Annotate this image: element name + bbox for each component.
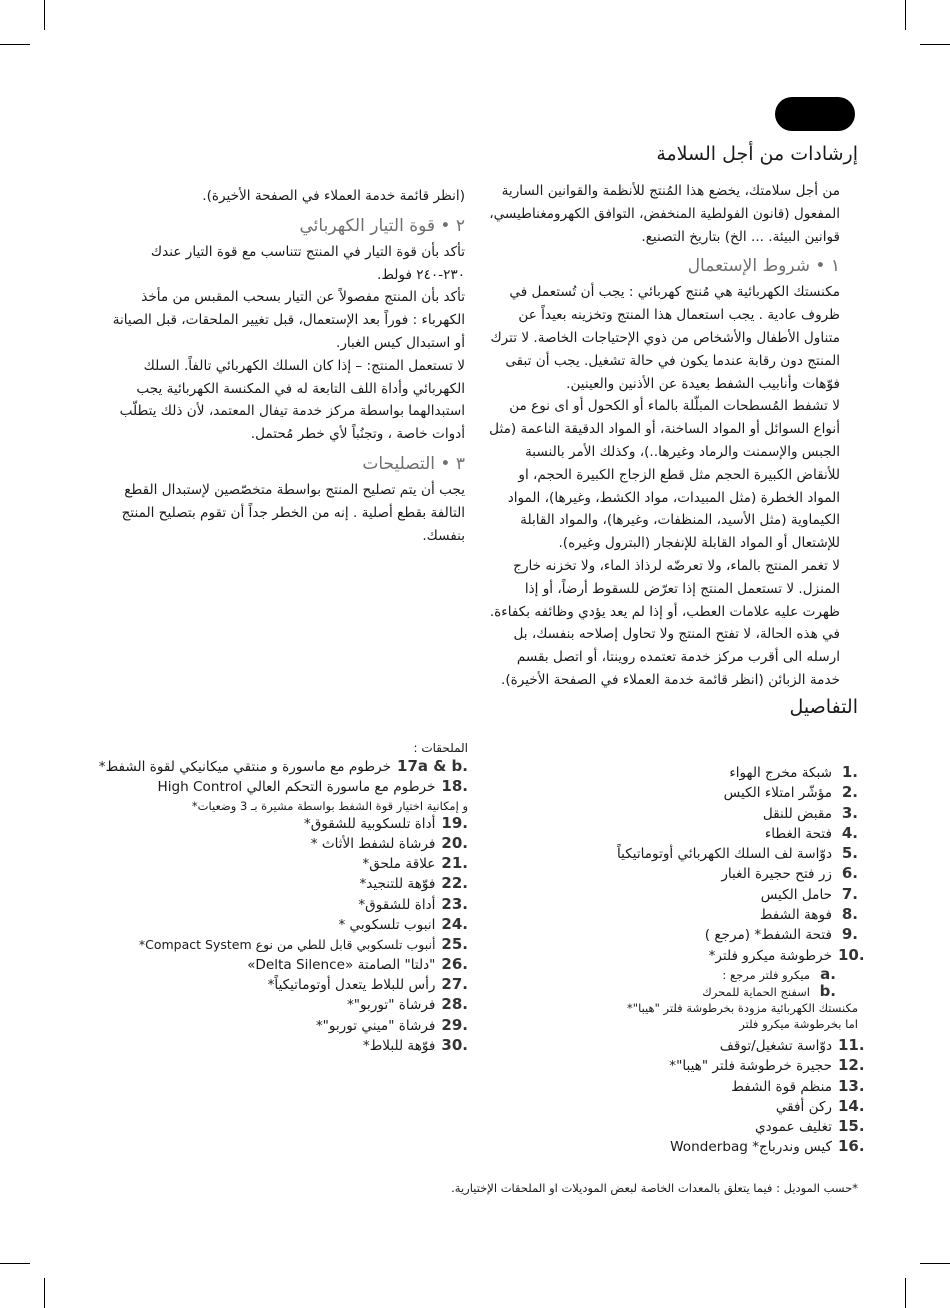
list-item — [88, 757, 468, 777]
item-number: 12. — [838, 1056, 865, 1075]
accessories-heading: الملحقات : — [413, 741, 468, 755]
item-number: 6. — [841, 864, 858, 883]
list-subitem — [498, 966, 858, 983]
list-item — [88, 975, 468, 995]
item-label: أداة للشقوق* — [358, 896, 436, 913]
subitem-label: اسفنج الحماية للمحرك — [702, 984, 810, 999]
filter-note-2: اما بخرطوشة ميكرو فلتر — [739, 1016, 858, 1031]
item-label: فرشاة "توربو"* — [346, 997, 436, 1014]
item-number: 22. — [441, 874, 468, 893]
list-item — [498, 1137, 865, 1157]
item-number: 10. — [838, 945, 865, 964]
filter-note-1: مكنستك الكهربائية مزودة بخرطوشة فلتر "هيبا"* — [627, 1000, 858, 1015]
list-item — [498, 885, 858, 905]
item-label: زر فتح حجيرة الغبار — [721, 866, 832, 883]
power-paragraph-3: لا تستعمل المنتج: – إذا كان السلك الكهربائي تالفاً. السلك الكهربائي وأداة اللف التابعة له في المكنسة الكهربائية يجب استبدالهما بواسطة مركز خدمة تيفال المعتمد، لأن ذلك يتطلّب أدوات خاصة ، وتجنُباً لأي خطر مُحتمل. — [119, 357, 465, 443]
model-footnote: *حسب الموديل : فيما يتعلق بالمعدات الخاصة لبعض الموديلات او الملحقات الإختيارية. — [451, 1181, 858, 1195]
list-item — [88, 777, 468, 797]
intro-paragraph: من أجل سلامتك، يخضع هذا المُنتج للأنظمة والقوانين السارية المفعول (قانون الفولطية المنخفض، التوافق الكهرومغناطيسي، قوانين البيئة. ... الخ) بتاريخ التصنيع. — [489, 183, 840, 245]
item-label: فوّهة للبلاط* — [362, 1037, 436, 1054]
list-item — [498, 1076, 865, 1097]
item-label: حامل الكيس — [760, 886, 832, 903]
item-label: منظم قوة الشفط — [731, 1078, 832, 1095]
item-label: أنبوب تلسكوبي قابل للطي من نوع Compact System* — [138, 937, 436, 953]
list-item — [498, 1056, 865, 1076]
list-item — [498, 945, 865, 966]
safety-column-left — [112, 185, 465, 547]
list-item — [498, 844, 858, 864]
item-number: 17a & b. — [397, 757, 468, 775]
usage-paragraph-1: مكنستك الكهربائية هي مُنتج كهربائي : يجب أن تُستعمل في ظروف عادية . يجب استعمال هذا المنتج وتخزينه بعيداً عن متناول الأطفال والأشخاص من ذوي الإحتياجات الخاصة. لا تترك المنتج دون رقابة عندما يكون في حالة تشغيل. يجب أن تبقى فوّهات وأنابيب الشفط بعيدة عن الأذنين والعينين. — [490, 284, 840, 392]
list-item — [88, 1016, 468, 1036]
item-label: فتحة الشفط* (مرجع ) — [704, 927, 832, 944]
page-title: إرشادات من أجل السلامة — [656, 143, 858, 165]
item-number: 9. — [841, 925, 858, 944]
list-item — [88, 834, 468, 854]
section-heading-power: ٢ • قوة التيار الكهربائي — [299, 215, 465, 236]
usage-paragraph-2: لا تشفط المُسطحات المبلّلة بالماء أو الكحول أو اى نوع من أنواع السوائل أو المواد الساخنة، أو المواد الدقيقة الناعمة (مثل الجبس والإسمنت والرماد وغيرها..)، وكذلك الأمر بالنسبة للأنقاض الكبيرة الحجم مثل قطع الزجاج الكبيرة الحجم، او المواد الخطرة (مثل المبيدات، مواد الكشط، وغيرها)، المواد الكيماوية (مثل الأسيد، المنظفات، وغيرها)، والمواد القابلة للإشتعال أو المواد القابلة للإنفجار (البترول وغيره). — [489, 398, 840, 552]
item-label: فتحة الغطاء — [764, 825, 832, 842]
safety-column-right — [488, 180, 840, 692]
item-number: 1. — [841, 763, 858, 781]
crop-mark-bottom-left-h — [0, 1263, 30, 1264]
crop-mark-bottom-right-h — [920, 1263, 950, 1264]
crop-mark-bottom-right-v — [905, 1278, 906, 1308]
item-number: 3. — [841, 803, 858, 822]
item-label: فرشاة "ميني توربو"* — [315, 1017, 436, 1034]
list-item — [498, 824, 858, 844]
item-label: دوّاسة تشغيل/توقف — [719, 1037, 832, 1054]
details-title: التفاصيل — [789, 696, 858, 718]
item-label: فوّهة للتنجيد* — [359, 876, 436, 893]
item-number: 8. — [841, 905, 858, 924]
list-subitem — [498, 983, 858, 1000]
item-label: كيس وندرباج* Wonderbag — [670, 1139, 832, 1156]
item-number: 19. — [441, 813, 468, 832]
accessory-note: و إمكانية اختيار قوة الشفط بواسطة مشيرة بـ 3 وضعيات* — [191, 798, 468, 813]
crop-mark-bottom-left-v — [44, 1278, 45, 1308]
list-item — [88, 955, 468, 975]
item-number: 25. — [441, 935, 468, 954]
item-number: 16. — [838, 1137, 865, 1156]
subitem-letter: a. — [820, 964, 836, 983]
item-number: 2. — [841, 783, 858, 802]
subitem-letter: b. — [819, 981, 836, 1000]
item-number: 28. — [441, 995, 468, 1014]
usage-continuation: (انظر قائمة خدمة العملاء في الصفحة الأخيرة). — [202, 188, 465, 204]
item-label: خرطوم مع ماسورة و منتقي ميكانيكي لقوة الشفط* — [98, 759, 392, 775]
item-label: دوّاسة لف السلك الكهربائي أوتوماتيكياً — [616, 846, 832, 863]
item-number: 18. — [441, 777, 468, 796]
section-heading-repairs: ٣ • التصليحات — [362, 453, 465, 474]
item-number: 30. — [441, 1035, 468, 1054]
item-number: 26. — [441, 954, 468, 973]
list-item — [498, 804, 858, 824]
list-item — [498, 1096, 865, 1117]
details-list — [498, 763, 865, 1158]
item-label: أداة تلسكوبية للشقوق* — [303, 815, 436, 832]
crop-mark-top-left-v — [44, 0, 45, 30]
item-number: 14. — [838, 1096, 865, 1115]
list-item — [498, 783, 858, 803]
item-label: خرطوشة ميكرو فلتر* — [708, 947, 832, 964]
crop-mark-top-right-h — [920, 44, 950, 45]
item-number: 7. — [841, 884, 858, 903]
item-number: 24. — [441, 915, 468, 934]
item-number: 21. — [441, 854, 468, 873]
list-item — [498, 1035, 865, 1056]
item-label: انبوب تلسكوبي * — [338, 917, 436, 934]
list-item — [88, 854, 468, 874]
list-item — [498, 1117, 865, 1137]
item-label: علاقة ملحق* — [362, 856, 436, 873]
subitem-label: ميكرو فلتر مرجع : — [722, 967, 810, 982]
item-label: مؤشّر امتلاء الكيس — [723, 785, 832, 802]
item-label: خرطوم مع ماسورة التحكم العالي High Control — [157, 779, 436, 796]
item-label: "دلتا" الصامتة «Delta Silence» — [247, 956, 436, 973]
list-item — [498, 905, 858, 925]
item-label: شبكة مخرج الهواء — [729, 765, 832, 781]
list-item — [88, 814, 468, 834]
item-label: مقبض للنقل — [762, 805, 832, 822]
item-label: فوهة الشفط — [759, 907, 832, 924]
item-number: 29. — [441, 1015, 468, 1034]
item-label: تغليف عمودي — [754, 1119, 832, 1136]
accessories-list — [88, 740, 468, 1056]
usage-paragraph-4: في هذه الحالة، لا تفتح المنتج ولا تحاول إصلاحه بنفسك، بل ارسله الى أقرب مركز خدمة تعتمده روينتا، أو اتصل بقسم خدمة الزبائن (انظر قائمة خدمة العملاء في الصفحة الأخيرة). — [501, 626, 840, 688]
item-number: 13. — [838, 1076, 865, 1095]
item-number: 4. — [841, 823, 858, 842]
list-item — [498, 763, 858, 783]
item-number: 27. — [441, 974, 468, 993]
item-label: فرشاة لشفط الأثاث * — [310, 835, 436, 852]
item-number: 15. — [838, 1117, 865, 1136]
list-item — [88, 1036, 468, 1056]
usage-paragraph-3: لا تغمر المنتج بالماء، ولا تعرضّه لرذاذ الماء، ولا تخزنه خارج المنزل. لا تستعمل المنتج إذا تعرّض للسقوط أرضاً، أو إذا ظهرت عليه علامات العطب، أو إذا لم يعد يؤدي وظائفه بكفاءة. — [489, 557, 840, 620]
language-tab-pill — [775, 97, 855, 131]
list-item — [498, 925, 858, 945]
list-item — [498, 864, 858, 884]
item-label: رأس للبلاط يتعدل أوتوماتيكياً* — [267, 976, 436, 993]
section-heading-usage: ١ • شروط الإستعمال — [687, 256, 840, 277]
list-item — [88, 874, 468, 894]
list-item — [88, 915, 468, 935]
power-paragraph-2: تأكد بأن المنتج مفصولاً عن التيار بسحب المقبس من مأخذ الكهرباء : فوراً بعد الإستعمال، قبل تغيير الملحقات، قبل الصيانة أو استبدال كيس الغبار. — [112, 289, 465, 351]
list-item — [88, 995, 468, 1015]
item-number: 11. — [838, 1035, 865, 1054]
item-label: حجيرة خرطوشة فلتر "هيبا"* — [669, 1058, 832, 1075]
power-paragraph-1: تأكد بأن قوة التيار في المنتج تتناسب مع قوة التيار عندك ٢٣٠-٢٤٠ فولط. — [150, 243, 465, 283]
item-number: 23. — [441, 894, 468, 913]
list-item — [88, 935, 468, 954]
item-number: 20. — [441, 833, 468, 852]
list-item — [88, 895, 468, 915]
item-number: 5. — [841, 844, 858, 863]
crop-mark-top-left-h — [0, 44, 30, 45]
item-label: ركن أفقي — [775, 1098, 832, 1115]
crop-mark-top-right-v — [905, 0, 906, 30]
repairs-paragraph-1: يجب أن يتم تصليح المنتج بواسطة متخصّصين لإستبدال القطع التالفة بقطع أصلية . إنه من الخطر جداً أن تقوم بتصليح المنتج بنفسك. — [121, 481, 465, 544]
